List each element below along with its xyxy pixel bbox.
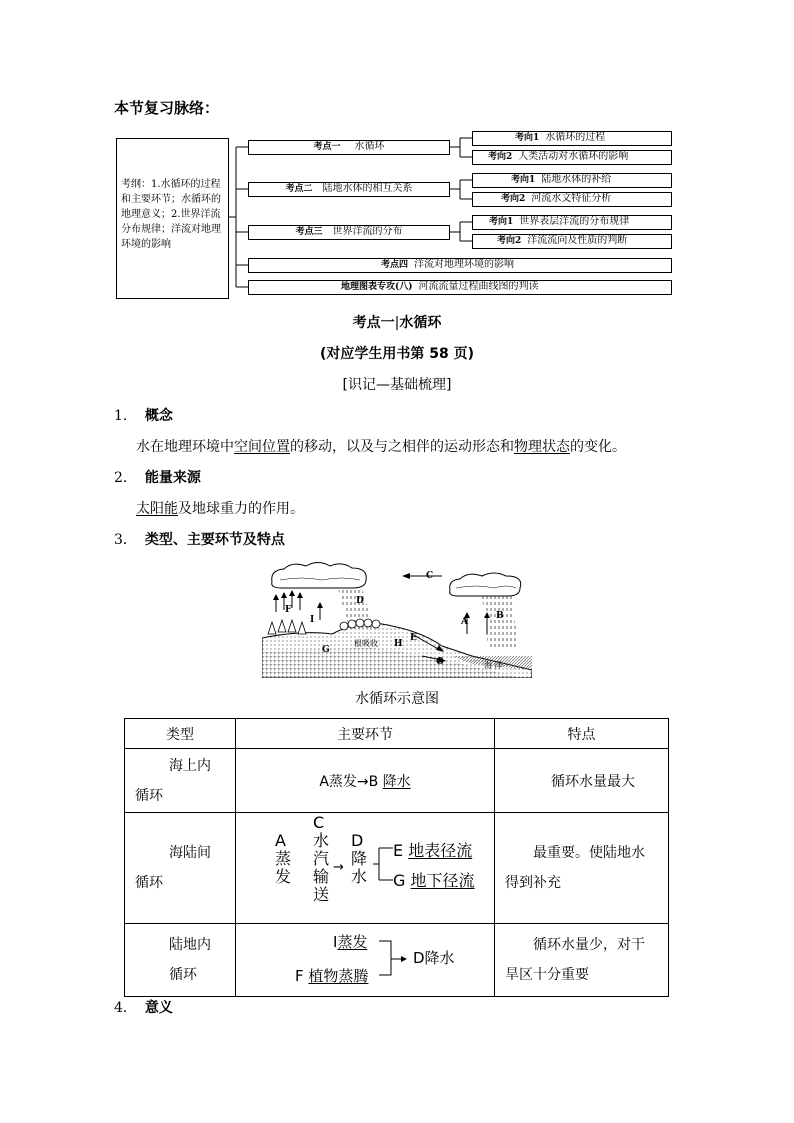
item3-title: 类型、主要环节及特点 — [144, 532, 285, 548]
label-D: D — [356, 596, 364, 606]
row3-type-a: 陆地内 — [169, 937, 211, 953]
label-A: A — [461, 617, 468, 627]
right-cloud — [450, 573, 521, 596]
row3-i-label: I — [333, 933, 338, 951]
item1-blank-1: 空间位置 — [234, 439, 290, 455]
row2-branch-bracket — [371, 844, 395, 884]
row2-branch-e — [393, 838, 472, 861]
item1-blank-2: 物理状态 — [514, 439, 570, 455]
topic1-box — [248, 140, 450, 155]
topic4-title: 洋流对地理环境的影响 — [414, 259, 515, 270]
row3-step-f — [295, 965, 368, 986]
item4-heading — [114, 997, 173, 1017]
header-links: 主要环节 — [236, 719, 495, 749]
row3-step-i — [333, 931, 367, 952]
row2-arrow-1: → — [333, 860, 344, 875]
topic3-item2-box — [472, 234, 672, 249]
row3-f-label: F — [295, 967, 309, 985]
water-cycle-diagram — [262, 560, 532, 678]
review-outline-heading: 本节复习脉络： — [114, 99, 220, 117]
topic3-item2-prefix: 考向2 — [497, 236, 522, 246]
row2-type-a: 海陆间 — [169, 845, 211, 861]
diagram-caption: 水循环示意图 — [355, 691, 439, 707]
topic1-prefix: 考点一 — [313, 142, 341, 152]
item3-heading — [114, 529, 285, 549]
item1-text-1: 水在地理环境中 — [136, 439, 234, 455]
label-E: E — [410, 633, 417, 643]
item1-body — [136, 436, 626, 456]
topic2-item2-box — [472, 192, 672, 207]
label-G-2: G — [436, 657, 444, 667]
outline-syllabus-box — [116, 138, 229, 299]
table-row — [125, 749, 669, 813]
section-title-prefix: 考点一 — [352, 315, 395, 331]
row3-features-a: 循环水量少，对干 — [533, 937, 645, 953]
topic3-prefix: 考点三 — [295, 227, 323, 237]
item2-heading — [114, 467, 201, 487]
label-root-absorb: 根吸收 — [354, 639, 378, 648]
label-H: H — [394, 639, 403, 649]
topic2-item1-text: 陆地水体的补给 — [541, 174, 612, 185]
water-cycle-table — [124, 718, 669, 997]
topic1-item1-text: 水循环的过程 — [545, 132, 606, 143]
row2-flow — [237, 814, 493, 922]
topic1-item1-box — [472, 131, 672, 146]
topic1-item2-text: 人类活动对水循环的影响 — [518, 151, 629, 162]
item1-text-3: 的变化。 — [570, 439, 626, 455]
row3-result: D降水 — [413, 949, 455, 967]
item4-title: 意义 — [144, 1000, 173, 1016]
label-G: G — [322, 645, 330, 655]
left-cloud — [272, 563, 367, 589]
table-row — [125, 924, 669, 997]
label-I: I — [310, 615, 315, 625]
label-B: B — [496, 611, 504, 621]
label-F: F — [285, 605, 292, 615]
row1-type-a: 海上内 — [169, 757, 211, 774]
item2-body — [136, 498, 304, 518]
topic2-box — [248, 182, 450, 197]
topic1-item2-box — [472, 150, 672, 165]
row3-features-b: 旱区十分重要 — [505, 967, 589, 983]
topic1-item2-prefix: 考向2 — [488, 152, 513, 162]
syllabus-text: 考纲：1.水循环的过程和主要环节；水循环的地理意义；2.世界洋流分布规律；洋流对地理环境的影响 — [121, 179, 221, 250]
row3-i-blank: 蒸发 — [337, 933, 368, 951]
topic3-item1-prefix: 考向1 — [489, 217, 514, 227]
header-type: 类型 — [125, 719, 236, 749]
row2-e-blank: 地表径流 — [408, 841, 473, 860]
topic3-item1-box — [472, 215, 672, 230]
table-header-row — [125, 719, 669, 749]
section-page-ref: (对应学生用书第 58 页) — [319, 346, 475, 362]
row2-g-blank: 地下径流 — [410, 871, 475, 890]
topic5-box — [248, 280, 672, 295]
topic5-prefix: 地理图表专攻(八) — [341, 282, 413, 292]
item4-number: 4． — [114, 1000, 137, 1016]
row2-type-b: 循环 — [135, 875, 163, 891]
topic4-box — [248, 258, 672, 273]
row3-f-blank: 植物蒸腾 — [308, 967, 369, 985]
label-C: C — [426, 571, 434, 581]
topic3-item1-text: 世界表层洋流的分布规律 — [519, 216, 630, 227]
row2-g-label: G — [393, 871, 406, 890]
item2-blank-1: 太阳能 — [136, 501, 178, 517]
topic5-title: 河流流量过程曲线图的判读 — [418, 281, 539, 292]
label-sea: 海 洋 — [484, 661, 503, 670]
row2-branch-g — [393, 868, 475, 891]
topic2-item2-prefix: 考向2 — [501, 194, 526, 204]
item2-text-1: 及地球重力的作用。 — [178, 501, 304, 517]
row2-e-label: E — [393, 841, 404, 860]
topic4-prefix: 考点四 — [381, 260, 409, 270]
topic3-item2-text: 洋流流向及性质的判断 — [527, 235, 628, 246]
item3-number: 3． — [114, 532, 137, 548]
topic2-item1-prefix: 考向1 — [511, 175, 536, 185]
row1-features: 循环水量最大 — [495, 749, 669, 813]
topic2-item2-text: 河流水文特征分析 — [531, 193, 612, 204]
row2-step-a: A蒸发 — [275, 831, 292, 886]
row3-merge-bracket — [377, 939, 417, 979]
row3-type-b: 循环 — [169, 967, 197, 983]
section-title-text: 水循环 — [399, 315, 442, 331]
header-features: 特点 — [495, 719, 669, 749]
topic2-title: 陆地水体的相互关系 — [322, 183, 413, 194]
topic1-item1-prefix: 考向1 — [515, 133, 540, 143]
item1-heading — [114, 405, 173, 425]
row3-flow — [237, 925, 493, 995]
row2-step-c: C水汽输送 — [313, 813, 330, 904]
row1-type-b: 循环 — [135, 787, 163, 804]
item1-number: 1． — [114, 408, 137, 424]
item2-title: 能量来源 — [144, 470, 201, 486]
item2-number: 2． — [114, 470, 137, 486]
topic2-prefix: 考点二 — [285, 184, 313, 194]
topic1-title: 水循环 — [354, 141, 385, 152]
row2-step-d: D降水 — [351, 831, 368, 886]
topic3-box — [248, 225, 450, 240]
row2-features-a: 最重要。使陆地水 — [533, 845, 645, 861]
table-row — [125, 813, 669, 924]
row1-links-blank: 降水 — [382, 773, 411, 790]
topic2-item1-box — [472, 173, 672, 188]
topic3-title: 世界洋流的分布 — [332, 226, 403, 237]
row1-links-text: A蒸发→B — [319, 773, 383, 790]
item1-text-2: 的移动，以及与之相伴的运动形态和 — [290, 439, 514, 455]
section-subtitle: [识记—基础梳理] — [342, 377, 452, 393]
section-title: 考点一|水循环 — [352, 315, 442, 331]
row2-features-b: 得到补充 — [505, 875, 561, 891]
item1-title: 概念 — [144, 408, 173, 424]
